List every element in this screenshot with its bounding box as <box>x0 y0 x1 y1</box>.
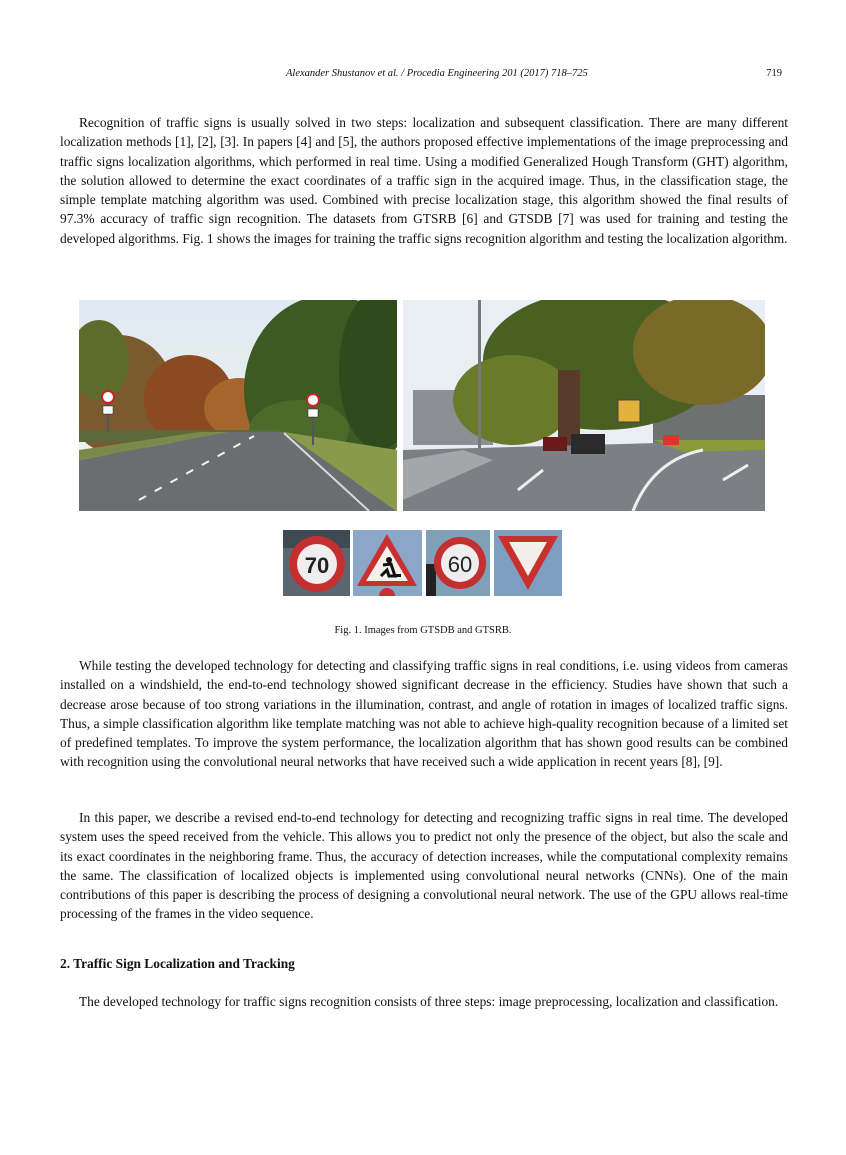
paragraph-intro: Recognition of traffic signs is usually solved in two steps: localization and subsequent classification. There are many different localization methods [1], [2], [3]. In papers [4] and [5], the authors proposed effective implementations of the image preprocessing and traffic signs localization algorithms, which performed in real time. Using a modified Generalized Hough Transform (GHT) algorithm, the solution allowed to determine the exact coordinates of a traffic sign in the acquired image. Thus, in the classification stage, the simple template matching algorithm was used. Combined with precise localization stage, this algorithm showed the final results of 97.3% accuracy of traffic sign recognition. The datasets from GTSRB [6] and GTSDB [7] was used for training and testing the developed algorithms. Fig. 1 shows the images for training the traffic signs recognition algorithm and testing the localization algorithm. <box>60 115 788 246</box>
road-photo-left <box>79 300 397 511</box>
road-photo-right <box>403 300 765 511</box>
speed-limit-60-thumbnail <box>426 530 490 596</box>
section-heading: 2. Traffic Sign Localization and Tracking <box>60 956 295 971</box>
roadwork-sign-thumbnail <box>353 530 422 596</box>
figure-caption: Fig. 1. Images from GTSDB and GTSRB. <box>334 625 512 636</box>
journal-citation: Alexander Shustanov et al. / Procedia Engineering 201 (2017) 718–725 <box>286 68 588 79</box>
paragraph-testing: While testing the developed technology for detecting and classifying traffic signs in real conditions, i.e. using videos from cameras installed on a windshield, the end-to-end technology showed significant decrease in the efficiency. Studies have shown that such a decrease arose because of too strong variations in the illumination, contrast, and angle of rotation in images of localized traffic signs. Thus, a simple classification algorithm like template matching was not able to achieve high-quality recognition because of a limited set of predefined templates. To improve the system performance, the localization algorithm that has shown good results can be combined with recognition using the convolutional neural networks that have received such a wide application in recent years [8], [9]. <box>60 658 788 770</box>
page-number: 719 <box>766 68 782 79</box>
speed-70-label: 70 <box>304 553 330 578</box>
speed-60-label: 60 <box>447 552 473 577</box>
speed-limit-70-thumbnail <box>283 530 350 596</box>
running-header <box>60 68 788 86</box>
yield-sign-thumbnail <box>494 530 562 596</box>
paragraph-contribution: In this paper, we describe a revised end-to-end technology for detecting and recognizing traffic signs in real time. The developed system uses the speed received from the vehicle. This allows you to predict not only the presence of the object, but also the scale and its exact coordinates in the neighboring frame. Thus, the accuracy of detection increases, while the computational complexity remains the same. The classification of localized objects is implemented using convolutional neural networks (CNNs). One of the main contributions of this paper is describing the process of designing a convolutional neural network. The use of the GPU allows real-time processing of the frames in the video sequence. <box>60 810 788 922</box>
paragraph-steps: The developed technology for traffic signs recognition consists of three steps: image preprocessing, localization and classification. <box>79 994 779 1009</box>
